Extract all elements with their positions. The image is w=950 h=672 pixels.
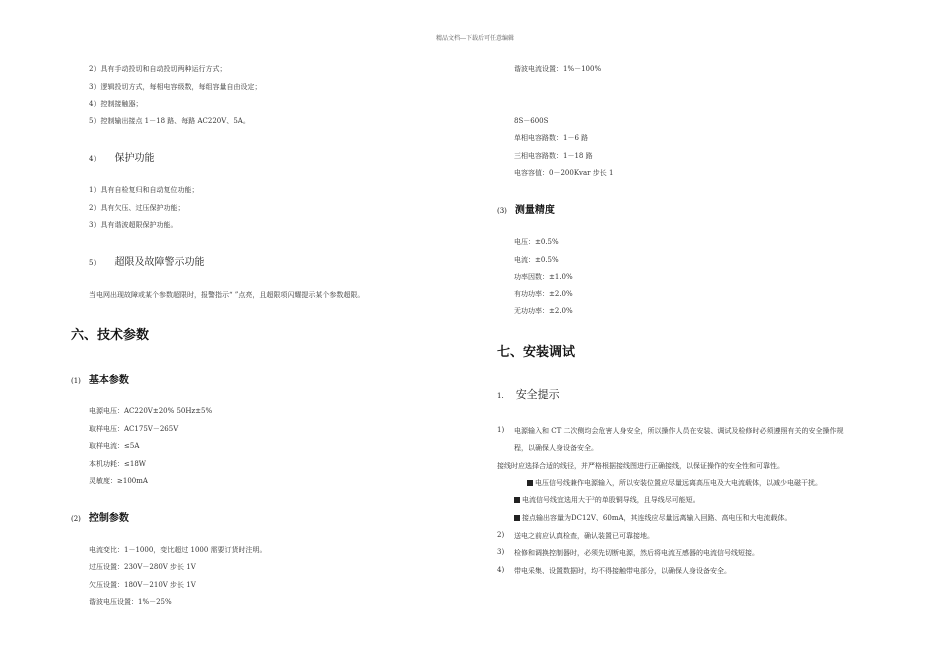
safety-heading-num: 1. <box>497 392 504 400</box>
step-num: 3) <box>497 548 505 556</box>
step-text: 带电采集、设置数据时，均不得接触带电部分，以确保人身设备安全。 <box>514 567 731 575</box>
measure-item: 电流：±0.5% <box>514 256 559 264</box>
control-params-title: 控制参数 <box>88 513 129 524</box>
measure-item: 有功功率：±2.0% <box>514 290 573 298</box>
left-item: 5）控制输出接点 1－18 路、每路 AC220V、5A。 <box>89 117 250 125</box>
alarm-heading-num: 5） <box>89 259 101 267</box>
control-param: 欠压设置：180V－210V 步长 1V <box>89 581 196 589</box>
alarm-heading-title: 超限及故障警示功能 <box>114 257 205 268</box>
alarm-heading <box>89 253 204 268</box>
protect-heading-num: 4） <box>89 155 101 163</box>
measure-item: 功率因数：±1.0% <box>514 273 573 281</box>
cap-item: 三相电容路数：1－18 路 <box>514 152 593 160</box>
measure-heading <box>497 201 555 216</box>
cap-item: 电容容值：0－200Kvar 步长 1 <box>514 169 614 177</box>
protect-item: 2）具有欠压、过压保护功能； <box>89 204 185 212</box>
control-param: 电流变比：1－1000，变比超过 1000 需要订货时注明。 <box>89 546 267 554</box>
bullet-square-icon <box>527 480 533 486</box>
safety-num-1: 1) <box>497 426 505 434</box>
step-num: 2) <box>497 531 505 539</box>
protect-heading-title: 保护功能 <box>114 153 155 164</box>
step-num: 4) <box>497 566 505 574</box>
protect-item: 3）具有谐波超限保护功能。 <box>89 221 178 229</box>
basic-params-title: 基本参数 <box>88 375 129 386</box>
section-7-title: 七、安装调试 <box>497 345 576 360</box>
right-item: 谐波电流设置：1%－100% <box>514 65 602 73</box>
left-item: 2）具有手动投切和自动投切两种运行方式； <box>89 65 227 73</box>
step-text: 送电之前应认真检查，确认装置已可靠接地。 <box>514 532 654 540</box>
left-item: 3）逻辑投切方式，每相电容级数，每组容量自由设定； <box>89 83 262 91</box>
control-param: 谐波电压设置：1%－25% <box>89 598 172 606</box>
basic-param: 取样电压：AC175V－265V <box>89 425 179 433</box>
basic-params-num: (1) <box>71 377 81 385</box>
protect-heading <box>89 149 154 164</box>
left-item: 4）控制接触器； <box>89 100 143 108</box>
bullet-text: 电流信号线宜选用大于²的单股铜导线，且导线尽可能短。 <box>522 496 700 504</box>
section-6-title: 六、技术参数 <box>71 328 150 343</box>
basic-param: 灵敏度：≥100mA <box>89 477 148 485</box>
protect-item: 1）具有自检复归和自动复位功能； <box>89 186 199 194</box>
safety-para-1-line2: 程，以确保人身设备安全。 <box>514 444 598 452</box>
basic-param: 电源电压：AC220V±20% 50Hz±5% <box>89 407 213 415</box>
control-param: 过压设置：230V－280V 步长 1V <box>89 563 196 571</box>
cap-item: 8S－600S <box>514 117 549 125</box>
basic-params-heading <box>71 371 129 386</box>
alarm-text: 当电网出现故障或某个参数超限时，报警指示“ ”点亮，且超限项闪耀提示某个参数超限。 <box>89 291 365 299</box>
safety-heading-title: 安全提示 <box>515 388 560 401</box>
bullet-item <box>527 478 822 488</box>
cap-item: 单相电容路数：1－6 路 <box>514 134 589 142</box>
wiring-para: 接线时应选择合适的线径，并严格根据接线图进行正确接线，以保证操作的安全性和可靠性。 <box>497 462 784 470</box>
control-params-heading <box>71 509 129 524</box>
measure-heading-num: (3) <box>497 207 507 215</box>
bullet-item <box>514 513 792 523</box>
control-params-num: (2) <box>71 515 81 523</box>
basic-param: 取样电流：≤5A <box>89 442 140 450</box>
measure-heading-title: 测量精度 <box>514 205 555 216</box>
bullet-text: 电压信号线兼作电源输入，所以安装位置应尽量远离高压电及大电流载体，以减少电磁干扰。 <box>535 479 822 487</box>
safety-para-1-line1: 电源输入和 CT 二次侧均会危害人身安全，所以操作人员在安装、调试及检修时必须遵照有关的安全操作规 <box>514 427 844 435</box>
measure-item: 无功功率：±2.0% <box>514 307 573 315</box>
bullet-square-icon <box>514 497 520 503</box>
bullet-item <box>514 495 700 505</box>
bullet-square-icon <box>514 515 520 521</box>
measure-item: 电压：±0.5% <box>514 238 559 246</box>
basic-param: 本机功耗：≤18W <box>89 460 146 468</box>
page-header: 精品文档---下载后可任意编辑 <box>435 35 515 42</box>
safety-heading <box>497 386 560 402</box>
bullet-text: 接点输出容量为DC12V、60mA，其连线应尽量远离输入回路、高电压和大电流载体。 <box>522 514 792 522</box>
step-text: 检修和调换控制器时，必须先切断电源，然后将电流互感器的电流信号线短接。 <box>514 549 759 557</box>
